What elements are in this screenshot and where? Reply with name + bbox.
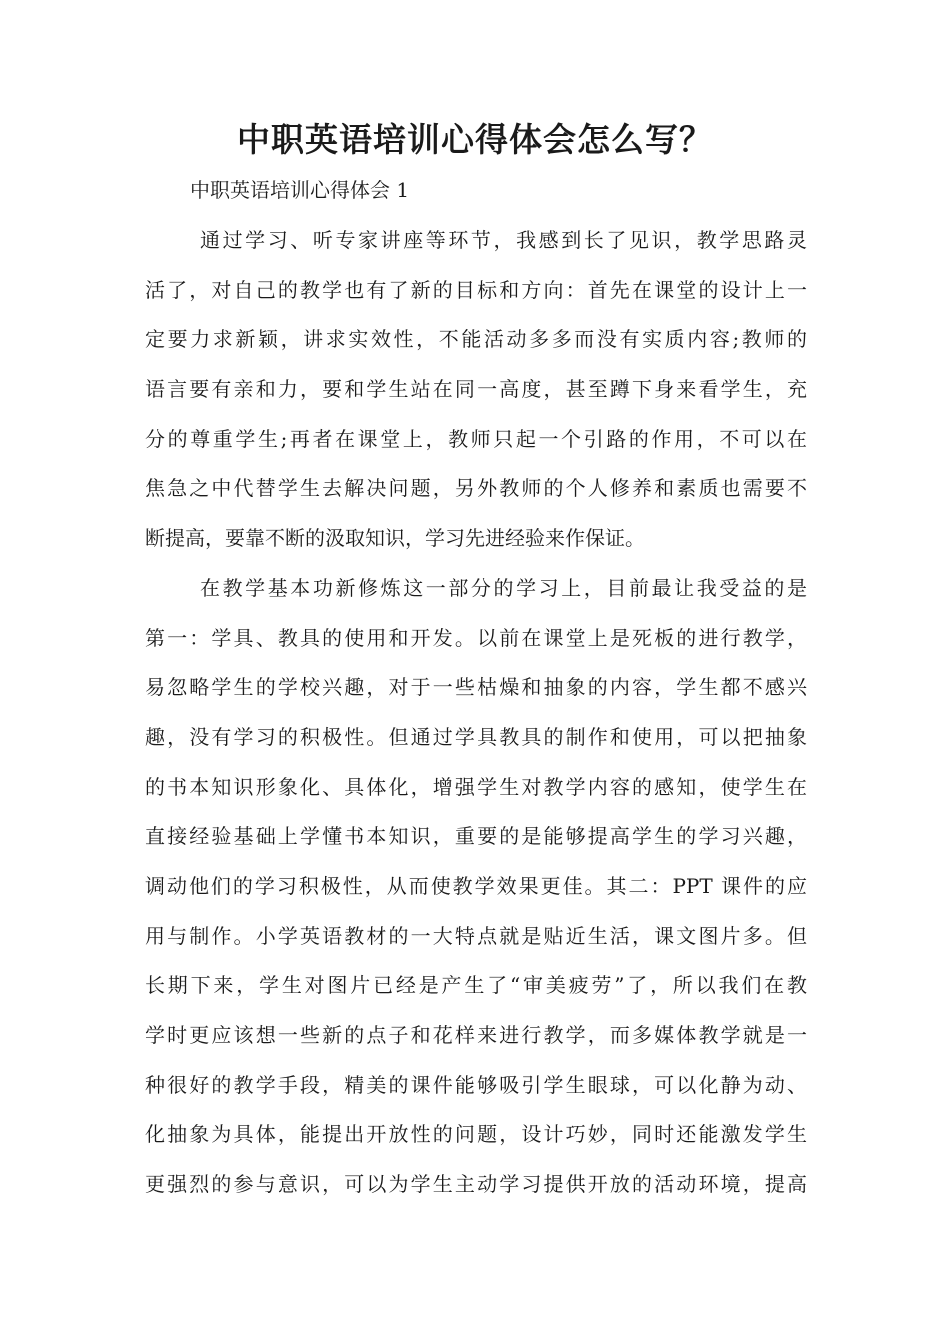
text-line: 学时更应该想一些新的点子和花样来进行教学，而多媒体教学就是一: [145, 1023, 807, 1047]
text-line: 语言要有亲和力，要和学生站在同一高度，甚至蹲下身来看学生，充: [145, 377, 807, 402]
document-title: 中职英语培训心得体会怎么写？: [237, 120, 713, 159]
text-line: 分的尊重学生;再者在课堂上，教师只起一个引路的作用，不可以在: [145, 426, 807, 451]
text-line: 活了，对自己的教学也有了新的目标和方向：首先在课堂的设计上一: [145, 277, 807, 302]
paragraph-1: [145, 222, 807, 570]
text-line: 长期下来，学生对图片已经是产生了“审美疲劳”了，所以我们在教: [145, 973, 807, 998]
text-line: 易忽略学生的学校兴趣，对于一些枯燥和抽象的内容，学生都不感兴: [145, 675, 807, 700]
text-line: 通过学习、听专家讲座等环节，我感到长了见识，教学思路灵: [200, 228, 807, 252]
section-heading: 中职英语培训心得体会 1: [190, 178, 410, 202]
document-body: [145, 222, 807, 1216]
text-line: 调动他们的学习积极性，从而使教学效果更佳。其二：PPT 课件的应: [145, 873, 807, 898]
text-line: 的书本知识形象化、具体化，增强学生对教学内容的感知，使学生在: [145, 774, 807, 799]
text-line: 在教学基本功新修炼这一部分的学习上，目前最让我受益的是: [200, 575, 807, 600]
text-line: 用与制作。小学英语教材的一大特点就是贴近生活，课文图片多。但: [145, 923, 807, 948]
paragraph-2: [145, 570, 807, 1216]
text-line: 焦急之中代替学生去解决问题，另外教师的个人修养和素质也需要不: [145, 476, 807, 501]
text-line: 第一：学具、教具的使用和开发。以前在课堂上是死板的进行教学，: [145, 625, 807, 650]
text-line: 种很好的教学手段，精美的课件能够吸引学生眼球，可以化静为动、: [145, 1072, 807, 1097]
text-line: 化抽象为具体，能提出开放性的问题，设计巧妙，同时还能激发学生: [145, 1122, 807, 1147]
text-line: 断提高，要靠不断的汲取知识，学习先进经验来作保证。: [145, 526, 645, 551]
text-line: 定要力求新颖，讲求实效性，不能活动多多而没有实质内容;教师的: [145, 327, 807, 352]
text-line: 趣，没有学习的积极性。但通过学具教具的制作和使用，可以把抽象: [145, 724, 807, 749]
text-line: 直接经验基础上学懂书本知识，重要的是能够提高学生的学习兴趣，: [145, 824, 807, 849]
text-line: 更强烈的参与意识，可以为学生主动学习提供开放的活动环境，提高: [145, 1172, 807, 1197]
